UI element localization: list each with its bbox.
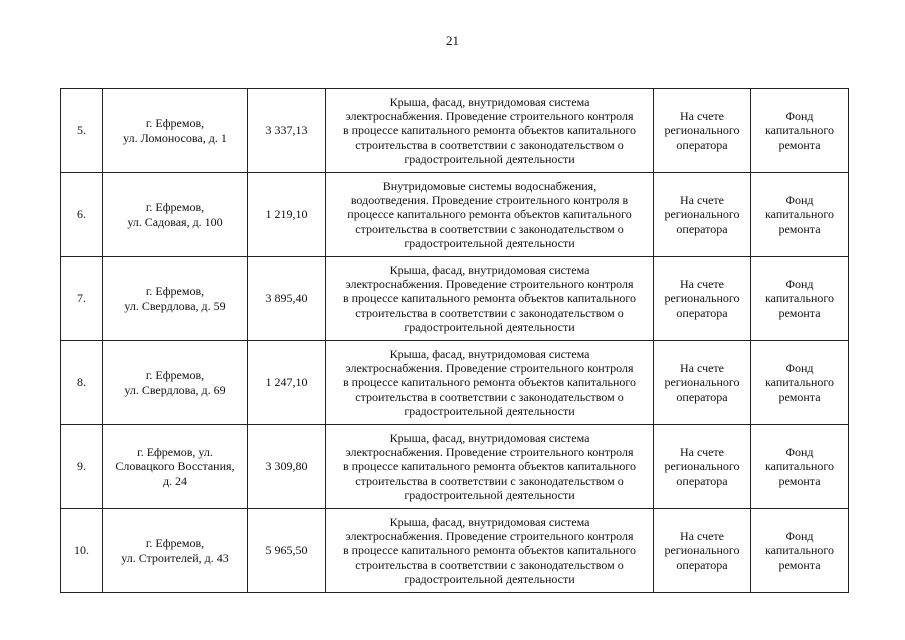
- works-cell: [326, 509, 654, 593]
- table-row: [61, 89, 849, 173]
- address-cell: [103, 425, 248, 509]
- fund-text: Фонд капитального ремонта: [765, 193, 834, 236]
- works-text: Крыша, фасад, внутридомовая система электроснабжения. Проведение строительного контроля в процессе капитального ремонта объектов капитального строительства в соответствии с законодательством о градостроительной деятельности: [342, 430, 637, 502]
- works-cell: [326, 341, 654, 425]
- fund-text: Фонд капитального ремонта: [765, 277, 834, 320]
- area-cell: 1 247,10: [248, 341, 326, 425]
- table-row: [61, 257, 849, 341]
- fund-text: Фонд капитального ремонта: [765, 361, 834, 404]
- works-cell: [326, 257, 654, 341]
- address-cell: [103, 509, 248, 593]
- table-row: [61, 425, 849, 509]
- table-row: [61, 341, 849, 425]
- row-number: 5.: [61, 89, 103, 173]
- fund-text: Фонд капитального ремонта: [765, 445, 834, 488]
- fund-cell: [751, 257, 849, 341]
- funding-source-text: На счете регионального оператора: [664, 361, 740, 404]
- funding-source-text: На счете регионального оператора: [664, 445, 740, 488]
- address-cell: [103, 257, 248, 341]
- fund-cell: [751, 173, 849, 257]
- works-text: Крыша, фасад, внутридомовая система электроснабжения. Проведение строительного контроля в процессе капитального ремонта объектов капитального строительства в соответствии с законодательством о градостроительной деятельности: [342, 346, 637, 418]
- fund-cell: [751, 341, 849, 425]
- funding-source-cell: [654, 89, 751, 173]
- funding-source-text: На счете регионального оператора: [664, 277, 740, 320]
- funding-source-cell: [654, 509, 751, 593]
- works-text: Крыша, фасад, внутридомовая система электроснабжения. Проведение строительного контроля в процессе капитального ремонта объектов капитального строительства в соответствии с законодательством о градостроительной деятельности: [342, 94, 637, 166]
- table-row: [61, 509, 849, 593]
- works-text: Крыша, фасад, внутридомовая система электроснабжения. Проведение строительного контроля в процессе капитального ремонта объектов капитального строительства в соответствии с законодательством о градостроительной деятельности: [342, 514, 637, 586]
- funding-source-cell: [654, 341, 751, 425]
- funding-source-cell: [654, 173, 751, 257]
- address-cell: [103, 173, 248, 257]
- funding-source-cell: [654, 425, 751, 509]
- fund-cell: [751, 425, 849, 509]
- works-cell: [326, 173, 654, 257]
- area-cell: 3 337,13: [248, 89, 326, 173]
- funding-source-text: На счете регионального оператора: [664, 193, 740, 236]
- area-cell: 3 309,80: [248, 425, 326, 509]
- row-number: 6.: [61, 173, 103, 257]
- page-number: 21: [446, 33, 459, 48]
- area-cell: 3 895,40: [248, 257, 326, 341]
- area-cell: 5 965,50: [248, 509, 326, 593]
- funding-source-text: На счете регионального оператора: [664, 529, 740, 572]
- funding-source-cell: [654, 257, 751, 341]
- row-number: 7.: [61, 257, 103, 341]
- fund-cell: [751, 509, 849, 593]
- works-text: Внутридомовые системы водоснабжения, водоотведения. Проведение строительного контроля в процессе капитального ремонта объектов капитального строительства в соответствии с законодательством о градостроительной деятельности: [347, 178, 632, 250]
- row-number: 9.: [61, 425, 103, 509]
- address-cell: [103, 341, 248, 425]
- address-cell: [103, 89, 248, 173]
- address-text: г. Ефремов, ул. Свердлова, д. 59: [124, 284, 226, 313]
- address-text: г. Ефремов, ул. Свердлова, д. 69: [124, 368, 226, 397]
- row-number: 10.: [61, 509, 103, 593]
- repair-program-table: [60, 88, 849, 593]
- works-text: Крыша, фасад, внутридомовая система электроснабжения. Проведение строительного контроля в процессе капитального ремонта объектов капитального строительства в соответствии с законодательством о градостроительной деятельности: [342, 262, 637, 334]
- address-text: г. Ефремов, ул. Ломоносова, д. 1: [123, 116, 227, 145]
- address-text: г. Ефремов, ул. Садовая, д. 100: [127, 200, 223, 229]
- fund-text: Фонд капитального ремонта: [765, 529, 834, 572]
- funding-source-text: На счете регионального оператора: [664, 109, 740, 152]
- address-text: г. Ефремов, ул. Словацкого Восстания, д. 24: [115, 445, 235, 488]
- fund-cell: [751, 89, 849, 173]
- address-text: г. Ефремов, ул. Строителей, д. 43: [121, 536, 229, 565]
- area-cell: 1 219,10: [248, 173, 326, 257]
- works-cell: [326, 425, 654, 509]
- works-cell: [326, 89, 654, 173]
- table-row: [61, 173, 849, 257]
- fund-text: Фонд капитального ремонта: [765, 109, 834, 152]
- row-number: 8.: [61, 341, 103, 425]
